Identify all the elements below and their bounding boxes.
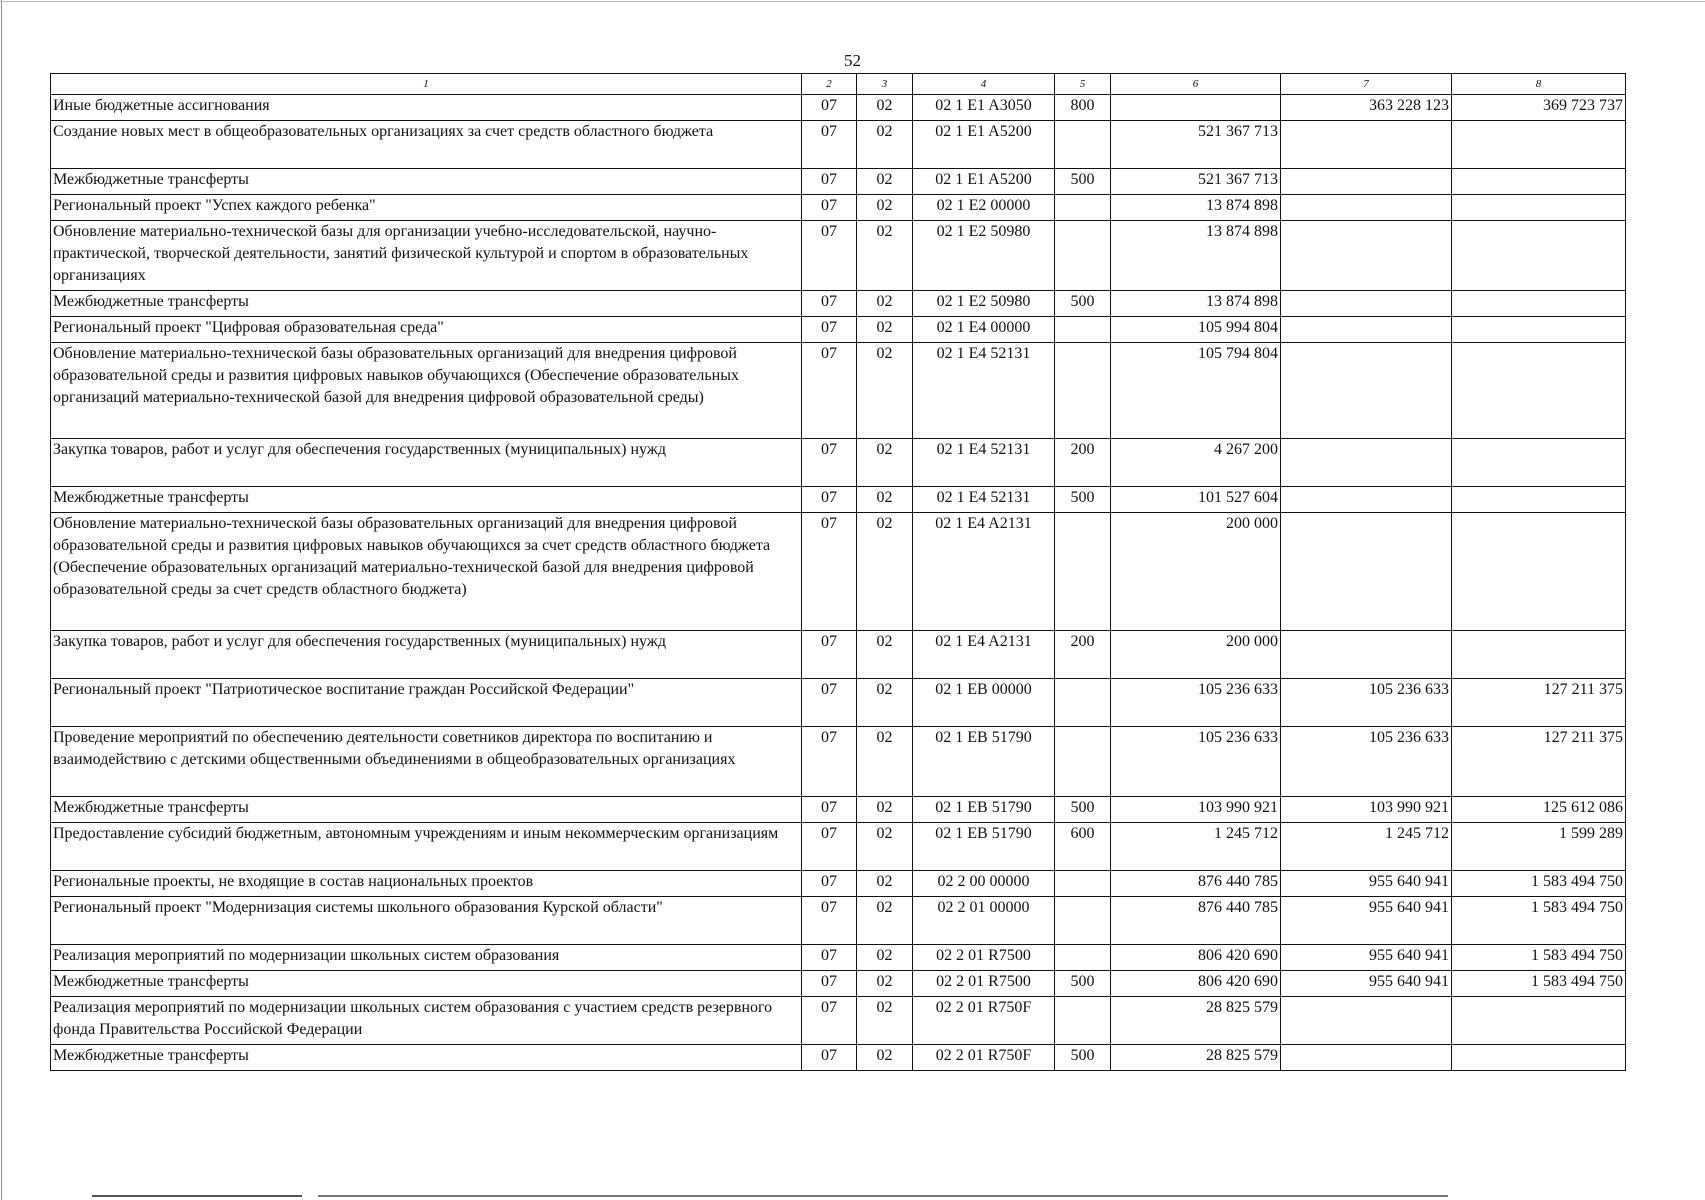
- row-amount-col8-cell: [1452, 343, 1626, 439]
- row-expense-type-cell: 500: [1055, 797, 1111, 823]
- table-row: [51, 317, 1626, 343]
- row-amount-col6-cell: 876 440 785: [1111, 871, 1281, 897]
- row-section-cell: 07: [802, 195, 857, 221]
- row-name-cell: Межбюджетные трансферты: [51, 797, 802, 823]
- table-row: [51, 971, 1626, 997]
- row-section-cell: 07: [802, 221, 857, 291]
- row-name-cell: Региональный проект "Патриотическое воспитание граждан Российской Федерации": [51, 679, 802, 727]
- row-amount-col7-cell: 105 236 633: [1281, 679, 1452, 727]
- row-amount-col7-cell: 1 245 712: [1281, 823, 1452, 871]
- row-subsection-cell: 02: [857, 343, 913, 439]
- header-col-6: 6: [1111, 74, 1281, 95]
- row-amount-col8-cell: 127 211 375: [1452, 679, 1626, 727]
- row-subsection-cell: 02: [857, 897, 913, 945]
- row-subsection-cell: 02: [857, 317, 913, 343]
- table-row: [51, 871, 1626, 897]
- row-target-article-cell: 02 1 E4 00000: [913, 317, 1055, 343]
- page-edge-top: [0, 1, 1705, 2]
- row-amount-col7-cell: [1281, 343, 1452, 439]
- row-amount-col8-cell: 1 583 494 750: [1452, 897, 1626, 945]
- row-subsection-cell: 02: [857, 971, 913, 997]
- header-col-7: 7: [1281, 74, 1452, 95]
- row-expense-type-cell: 500: [1055, 291, 1111, 317]
- footer-line: [92, 1195, 302, 1197]
- row-section-cell: 07: [802, 679, 857, 727]
- row-amount-col6-cell: 806 420 690: [1111, 945, 1281, 971]
- row-expense-type-cell: 500: [1055, 487, 1111, 513]
- row-name-cell: Обновление материально-технической базы образовательных организаций для внедрения цифровой образовательной среды и развития цифровых навыков обучающихся (Обеспечение образовательных организаций материально-технической базой для внедрения цифровой образовательной среды): [51, 343, 802, 439]
- row-subsection-cell: 02: [857, 823, 913, 871]
- row-target-article-cell: 02 1 E1 A5200: [913, 169, 1055, 195]
- row-amount-col8-cell: [1452, 195, 1626, 221]
- row-section-cell: 07: [802, 343, 857, 439]
- row-amount-col6-cell: 806 420 690: [1111, 971, 1281, 997]
- row-subsection-cell: 02: [857, 871, 913, 897]
- table-row: [51, 897, 1626, 945]
- row-expense-type-cell: [1055, 513, 1111, 631]
- row-expense-type-cell: [1055, 945, 1111, 971]
- row-amount-col7-cell: 955 640 941: [1281, 945, 1452, 971]
- row-amount-col8-cell: [1452, 221, 1626, 291]
- row-target-article-cell: 02 2 01 00000: [913, 897, 1055, 945]
- row-amount-col6-cell: 521 367 713: [1111, 121, 1281, 169]
- row-amount-col8-cell: [1452, 487, 1626, 513]
- row-amount-col6-cell: 13 874 898: [1111, 195, 1281, 221]
- row-section-cell: 07: [802, 169, 857, 195]
- row-amount-col6-cell: 105 994 804: [1111, 317, 1281, 343]
- table-body: [51, 95, 1626, 1071]
- row-subsection-cell: 02: [857, 169, 913, 195]
- row-section-cell: 07: [802, 871, 857, 897]
- row-subsection-cell: 02: [857, 121, 913, 169]
- row-expense-type-cell: [1055, 897, 1111, 945]
- row-name-cell: Региональные проекты, не входящие в состав национальных проектов: [51, 871, 802, 897]
- table-row: [51, 343, 1626, 439]
- row-subsection-cell: 02: [857, 513, 913, 631]
- row-subsection-cell: 02: [857, 195, 913, 221]
- row-subsection-cell: 02: [857, 631, 913, 679]
- row-amount-col7-cell: 955 640 941: [1281, 971, 1452, 997]
- row-amount-col6-cell: 4 267 200: [1111, 439, 1281, 487]
- row-expense-type-cell: 500: [1055, 1045, 1111, 1071]
- row-amount-col6-cell: 200 000: [1111, 631, 1281, 679]
- row-subsection-cell: 02: [857, 221, 913, 291]
- header-row: [51, 74, 1626, 95]
- row-amount-col8-cell: [1452, 169, 1626, 195]
- row-section-cell: 07: [802, 317, 857, 343]
- row-section-cell: 07: [802, 971, 857, 997]
- row-expense-type-cell: [1055, 727, 1111, 797]
- row-amount-col6-cell: 13 874 898: [1111, 221, 1281, 291]
- row-amount-col8-cell: [1452, 513, 1626, 631]
- row-subsection-cell: 02: [857, 291, 913, 317]
- row-expense-type-cell: [1055, 221, 1111, 291]
- row-name-cell: Закупка товаров, работ и услуг для обеспечения государственных (муниципальных) нужд: [51, 631, 802, 679]
- row-expense-type-cell: 500: [1055, 971, 1111, 997]
- row-target-article-cell: 02 2 01 R750F: [913, 997, 1055, 1045]
- table-row: [51, 195, 1626, 221]
- row-name-cell: Создание новых мест в общеобразовательных организациях за счет средств областного бюджета: [51, 121, 802, 169]
- row-expense-type-cell: 200: [1055, 631, 1111, 679]
- row-subsection-cell: 02: [857, 439, 913, 487]
- row-section-cell: 07: [802, 897, 857, 945]
- row-amount-col8-cell: 125 612 086: [1452, 797, 1626, 823]
- row-amount-col8-cell: [1452, 439, 1626, 487]
- row-section-cell: 07: [802, 997, 857, 1045]
- row-amount-col7-cell: [1281, 121, 1452, 169]
- row-expense-type-cell: 600: [1055, 823, 1111, 871]
- row-expense-type-cell: [1055, 679, 1111, 727]
- row-name-cell: Предоставление субсидий бюджетным, автономным учреждениям и иным некоммерческим организациям: [51, 823, 802, 871]
- row-section-cell: 07: [802, 823, 857, 871]
- row-target-article-cell: 02 1 EB 51790: [913, 727, 1055, 797]
- row-amount-col7-cell: 955 640 941: [1281, 871, 1452, 897]
- header-col-5: 5: [1055, 74, 1111, 95]
- row-expense-type-cell: [1055, 195, 1111, 221]
- table-row: [51, 1045, 1626, 1071]
- row-target-article-cell: 02 1 E4 52131: [913, 343, 1055, 439]
- row-target-article-cell: 02 1 EB 51790: [913, 823, 1055, 871]
- row-target-article-cell: 02 1 E2 00000: [913, 195, 1055, 221]
- row-amount-col7-cell: [1281, 1045, 1452, 1071]
- row-target-article-cell: 02 1 E2 50980: [913, 291, 1055, 317]
- row-name-cell: Региональный проект "Цифровая образовательная среда": [51, 317, 802, 343]
- row-amount-col6-cell: 101 527 604: [1111, 487, 1281, 513]
- row-amount-col6-cell: 105 794 804: [1111, 343, 1281, 439]
- row-amount-col6-cell: 103 990 921: [1111, 797, 1281, 823]
- row-amount-col7-cell: [1281, 169, 1452, 195]
- row-expense-type-cell: [1055, 997, 1111, 1045]
- row-amount-col8-cell: 127 211 375: [1452, 727, 1626, 797]
- row-amount-col8-cell: 1 583 494 750: [1452, 871, 1626, 897]
- row-name-cell: Межбюджетные трансферты: [51, 1045, 802, 1071]
- row-name-cell: Межбюджетные трансферты: [51, 169, 802, 195]
- row-amount-col7-cell: 105 236 633: [1281, 727, 1452, 797]
- row-section-cell: 07: [802, 95, 857, 121]
- row-target-article-cell: 02 1 E4 52131: [913, 487, 1055, 513]
- row-section-cell: 07: [802, 487, 857, 513]
- table-row: [51, 487, 1626, 513]
- row-name-cell: Закупка товаров, работ и услуг для обеспечения государственных (муниципальных) нужд: [51, 439, 802, 487]
- row-amount-col7-cell: 103 990 921: [1281, 797, 1452, 823]
- row-name-cell: Межбюджетные трансферты: [51, 487, 802, 513]
- row-amount-col6-cell: 28 825 579: [1111, 997, 1281, 1045]
- row-target-article-cell: 02 1 E4 A2131: [913, 513, 1055, 631]
- row-amount-col6-cell: 105 236 633: [1111, 727, 1281, 797]
- row-amount-col6-cell: 200 000: [1111, 513, 1281, 631]
- row-target-article-cell: 02 2 01 R750F: [913, 1045, 1055, 1071]
- page-number: [0, 51, 1705, 71]
- row-section-cell: 07: [802, 727, 857, 797]
- table-row: [51, 121, 1626, 169]
- header-col-8: 8: [1452, 74, 1626, 95]
- row-expense-type-cell: 200: [1055, 439, 1111, 487]
- row-amount-col8-cell: 369 723 737: [1452, 95, 1626, 121]
- budget-table: [50, 73, 1626, 1071]
- row-amount-col6-cell: 105 236 633: [1111, 679, 1281, 727]
- row-name-cell: Иные бюджетные ассигнования: [51, 95, 802, 121]
- row-subsection-cell: 02: [857, 1045, 913, 1071]
- row-name-cell: Межбюджетные трансферты: [51, 971, 802, 997]
- row-target-article-cell: 02 1 E1 A3050: [913, 95, 1055, 121]
- row-section-cell: 07: [802, 291, 857, 317]
- row-amount-col8-cell: [1452, 1045, 1626, 1071]
- row-amount-col7-cell: [1281, 221, 1452, 291]
- table-row: [51, 513, 1626, 631]
- row-amount-col7-cell: [1281, 195, 1452, 221]
- row-subsection-cell: 02: [857, 95, 913, 121]
- row-section-cell: 07: [802, 121, 857, 169]
- row-amount-col7-cell: 955 640 941: [1281, 897, 1452, 945]
- page-edge-left: [1, 0, 2, 1200]
- row-name-cell: Обновление материально-технической базы образовательных организаций для внедрения цифровой образовательной среды и развития цифровых навыков обучающихся за счет средств областного бюджета (Обеспечение образовательных организаций материально-технической базой для внедрения цифровой образовательной среды за счет средств областного бюджета): [51, 513, 802, 631]
- row-amount-col7-cell: [1281, 439, 1452, 487]
- table-row: [51, 169, 1626, 195]
- row-section-cell: 07: [802, 513, 857, 631]
- row-expense-type-cell: 800: [1055, 95, 1111, 121]
- row-name-cell: Межбюджетные трансферты: [51, 291, 802, 317]
- row-target-article-cell: 02 2 01 R7500: [913, 971, 1055, 997]
- row-amount-col6-cell: 876 440 785: [1111, 897, 1281, 945]
- row-section-cell: 07: [802, 1045, 857, 1071]
- row-subsection-cell: 02: [857, 727, 913, 797]
- row-amount-col8-cell: [1452, 121, 1626, 169]
- row-section-cell: 07: [802, 797, 857, 823]
- row-subsection-cell: 02: [857, 945, 913, 971]
- table-row: [51, 945, 1626, 971]
- row-section-cell: 07: [802, 945, 857, 971]
- table-row: [51, 823, 1626, 871]
- row-expense-type-cell: [1055, 343, 1111, 439]
- row-name-cell: Реализация мероприятий по модернизации школьных систем образования: [51, 945, 802, 971]
- row-target-article-cell: 02 1 EB 51790: [913, 797, 1055, 823]
- header-col-2: 2: [802, 74, 857, 95]
- table-row: [51, 439, 1626, 487]
- row-amount-col7-cell: [1281, 317, 1452, 343]
- table-row: [51, 679, 1626, 727]
- row-subsection-cell: 02: [857, 797, 913, 823]
- row-amount-col6-cell: 521 367 713: [1111, 169, 1281, 195]
- row-amount-col7-cell: [1281, 487, 1452, 513]
- table-row: [51, 631, 1626, 679]
- table-row: [51, 797, 1626, 823]
- header-col-4: 4: [913, 74, 1055, 95]
- row-name-cell: Региональный проект "Модернизация системы школьного образования Курской области": [51, 897, 802, 945]
- table-row: [51, 997, 1626, 1045]
- row-amount-col8-cell: [1452, 997, 1626, 1045]
- row-target-article-cell: 02 1 E1 A5200: [913, 121, 1055, 169]
- row-amount-col8-cell: [1452, 631, 1626, 679]
- row-subsection-cell: 02: [857, 997, 913, 1045]
- row-amount-col7-cell: 363 228 123: [1281, 95, 1452, 121]
- row-target-article-cell: 02 1 EB 00000: [913, 679, 1055, 727]
- table-row: [51, 727, 1626, 797]
- page-number-text: 52: [844, 51, 861, 70]
- row-amount-col7-cell: [1281, 997, 1452, 1045]
- row-amount-col8-cell: 1 583 494 750: [1452, 945, 1626, 971]
- row-target-article-cell: 02 2 01 R7500: [913, 945, 1055, 971]
- row-expense-type-cell: [1055, 317, 1111, 343]
- row-amount-col6-cell: 1 245 712: [1111, 823, 1281, 871]
- row-target-article-cell: 02 2 00 00000: [913, 871, 1055, 897]
- row-amount-col8-cell: 1 583 494 750: [1452, 971, 1626, 997]
- row-expense-type-cell: [1055, 121, 1111, 169]
- row-name-cell: Обновление материально-технической базы для организации учебно-исследовательской, научно-практической, творческой деятельности, занятий физической культурой и спортом в образовательных организациях: [51, 221, 802, 291]
- row-amount-col8-cell: [1452, 291, 1626, 317]
- row-name-cell: Проведение мероприятий по обеспечению деятельности советников директора по воспитанию и взаимодействию с детскими общественными объединениями в общеобразовательных организациях: [51, 727, 802, 797]
- table-row: [51, 221, 1626, 291]
- table-row: [51, 291, 1626, 317]
- row-amount-col8-cell: [1452, 317, 1626, 343]
- table-row: [51, 95, 1626, 121]
- row-section-cell: 07: [802, 631, 857, 679]
- row-name-cell: Региональный проект "Успех каждого ребенка": [51, 195, 802, 221]
- row-amount-col7-cell: [1281, 291, 1452, 317]
- row-subsection-cell: 02: [857, 679, 913, 727]
- header-col-3: 3: [857, 74, 913, 95]
- row-name-cell: Реализация мероприятий по модернизации школьных систем образования с участием средств резервного фонда Правительства Российской Федерации: [51, 997, 802, 1045]
- row-amount-col6-cell: [1111, 95, 1281, 121]
- table-header: [51, 74, 1626, 95]
- row-amount-col6-cell: 28 825 579: [1111, 1045, 1281, 1071]
- row-expense-type-cell: [1055, 871, 1111, 897]
- row-target-article-cell: 02 1 E4 52131: [913, 439, 1055, 487]
- row-amount-col7-cell: [1281, 513, 1452, 631]
- row-section-cell: 07: [802, 439, 857, 487]
- footer-line: [318, 1195, 1448, 1197]
- header-col-1: 1: [51, 74, 802, 95]
- row-target-article-cell: 02 1 E4 A2131: [913, 631, 1055, 679]
- row-target-article-cell: 02 1 E2 50980: [913, 221, 1055, 291]
- row-amount-col6-cell: 13 874 898: [1111, 291, 1281, 317]
- row-amount-col7-cell: [1281, 631, 1452, 679]
- row-amount-col8-cell: 1 599 289: [1452, 823, 1626, 871]
- row-subsection-cell: 02: [857, 487, 913, 513]
- row-expense-type-cell: 500: [1055, 169, 1111, 195]
